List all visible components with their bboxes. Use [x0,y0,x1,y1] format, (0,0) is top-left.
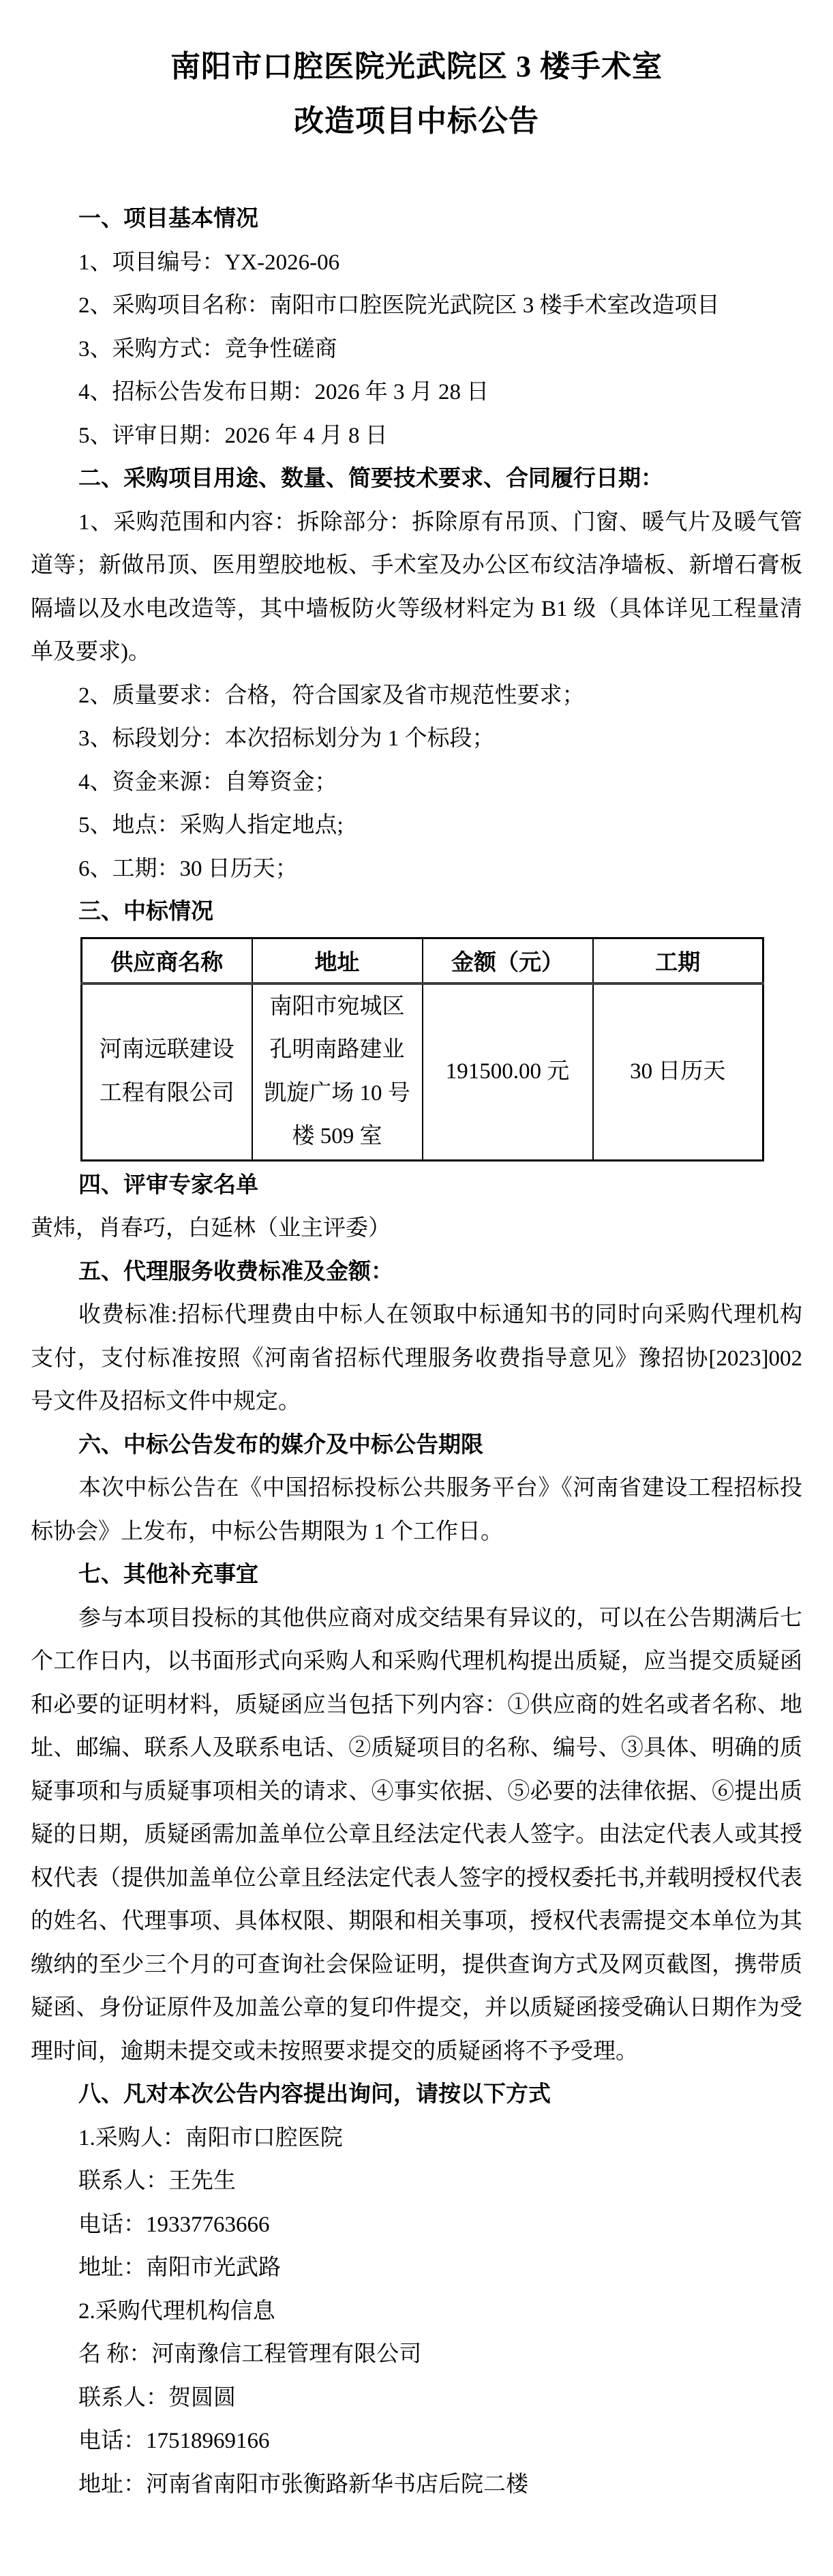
address-line: 楼 509 室 [292,1124,382,1149]
procurement-method: 3、采购方式：竞争性磋商 [78,336,337,361]
supplementary-body: 参与本项目投标的其他供应商对成交结果有异议的，可以在公告期满后七个工作日内，以书面形式向采购人和采购代理机构提出质疑，应当提交质疑函和必要的证明材料，质疑函应当包括下列内容：①供应商的姓名或者名称、地址、邮编、联系人及联系电话、②质疑项目的名称、编号、③具体、明确的质疑事项和与质疑事项相关的请求、④事实依据、⑤必要的法律依据、⑥提出质疑的日期，质疑函需加盖单位公章且经法定代表人签字。由法定代表人或其授权代表（提供加盖单位公章且经法定代表人签字的授权委托书,并载明授权代表的姓名、代理事项、具体权限、期限和相关事项，授权代表需提交本单位为其缴纳的至少三个月的可查询社会保险证明，提供查询方式及网页截图，携带质疑函、身份证原件及加盖公章的复印件提交，并以质疑函接受确认日期作为受理时间，逾期未提交或未按照要求提交的质疑函将不予受理。 [31,1605,802,2064]
quality-requirement: 2、质量要求：合格，符合国家及省市规范性要求； [78,683,585,708]
expert-names: 黄炜，肖春巧，白延林（业主评委） [31,1216,391,1241]
agency-fee-body: 收费标准:招标代理费由中标人在领取中标通知书的同时向采购代理机构支付，支付标准按照《河南省招标代理服务收费指导意见》豫招协[2023]002 号文件及招标文件中规定。 [31,1303,802,1414]
supplier-name-cell [82,983,252,1161]
col-header-address: 地址 [252,938,423,983]
document-body [0,198,833,2506]
performance-location: 5、地点：采购人指定地点; [78,813,344,838]
agency-address: 地址：河南省南阳市张衡路新华书店后院二楼 [78,2472,528,2497]
award-table-header-row [82,938,763,983]
address-line: 孔明南路建业 [269,1037,405,1062]
project-name: 2、采购项目名称：南阳市口腔医院光武院区 3 楼手术室改造项目 [78,293,720,318]
section-heading-supplementary: 七、其他补充事宜 [78,1563,258,1587]
award-table-row [82,983,763,1161]
document-title-line-2: 改造项目中标公告 [294,104,539,138]
section-heading-announcement-media: 六、中标公告发布的媒介及中标公告期限 [78,1432,483,1457]
bid-section-division: 3、标段划分：本次招标划分为 1 个标段； [78,726,495,751]
purchaser-contact: 联系人：王先生 [78,2169,236,2193]
section-heading-agency-fee: 五、代理服务收费标准及金额： [78,1259,393,1284]
col-header-supplier: 供应商名称 [82,938,252,983]
agency-info-label: 2.采购代理机构信息 [78,2298,275,2324]
agency-phone: 电话：17518969166 [78,2429,270,2453]
duration-cell: 30 日历天 [593,983,763,1161]
document-title [0,0,833,149]
agency-name: 名 称：河南豫信工程管理有限公司 [78,2342,422,2367]
supplier-name-line: 河南远联建设 [99,1037,234,1062]
section-heading-award-result: 三、中标情况 [78,900,213,924]
construction-period: 6、工期：30 日历天； [78,856,298,881]
tender-notice-date: 4、招标公告发布日期：2026 年 3 月 28 日 [78,380,489,404]
purchaser-name: 1.采购人：南阳市口腔医院 [78,2125,343,2150]
award-table [80,937,764,1161]
section-heading-procurement-details: 二、采购项目用途、数量、简要技术要求、合同履行日期： [78,467,663,491]
section-heading-expert-list: 四、评审专家名单 [78,1172,258,1198]
scope-and-content: 1、采购范围和内容：拆除部分：拆除原有吊顶、门窗、暖气片及暖气管道等；新做吊顶、医用塑胶地板、手术室及办公区布纹洁净墙板、新增石膏板隔墙以及水电改造等，其中墙板防火等级材料定为 B1 级（具体详见工程量清单及要求)。 [31,509,802,664]
amount-cell: 191500.00 元 [423,983,593,1161]
purchaser-phone: 电话：19337763666 [78,2212,270,2237]
review-date: 5、评审日期：2026 年 4 月 8 日 [78,423,388,448]
funding-source: 4、资金来源：自筹资金； [78,769,337,795]
col-header-amount: 金额（元） [423,938,593,983]
announcement-media-body: 本次中标公告在《中国招标投标公共服务平台》《河南省建设工程招标投标协会》上发布，中标公告期限为 1 个工作日。 [31,1476,802,1544]
section-heading-project-info: 一、项目基本情况 [78,207,258,231]
section-heading-inquiry-contact: 八、凡对本次公告内容提出询问，请按以下方式 [78,2082,551,2107]
col-header-duration: 工期 [593,938,763,983]
address-line: 凯旋广场 10 号 [264,1080,410,1106]
supplier-name-line: 工程有限公司 [99,1080,234,1106]
project-number: 1、项目编号：YX-2026-06 [78,250,340,275]
agency-contact: 联系人：贺圆圆 [78,2385,236,2410]
document-title-line-1: 南阳市口腔医院光武院区 3 楼手术室 [170,50,663,83]
purchaser-address: 地址：南阳市光武路 [78,2255,281,2280]
address-line: 南阳市宛城区 [269,994,405,1019]
address-cell [252,983,423,1161]
